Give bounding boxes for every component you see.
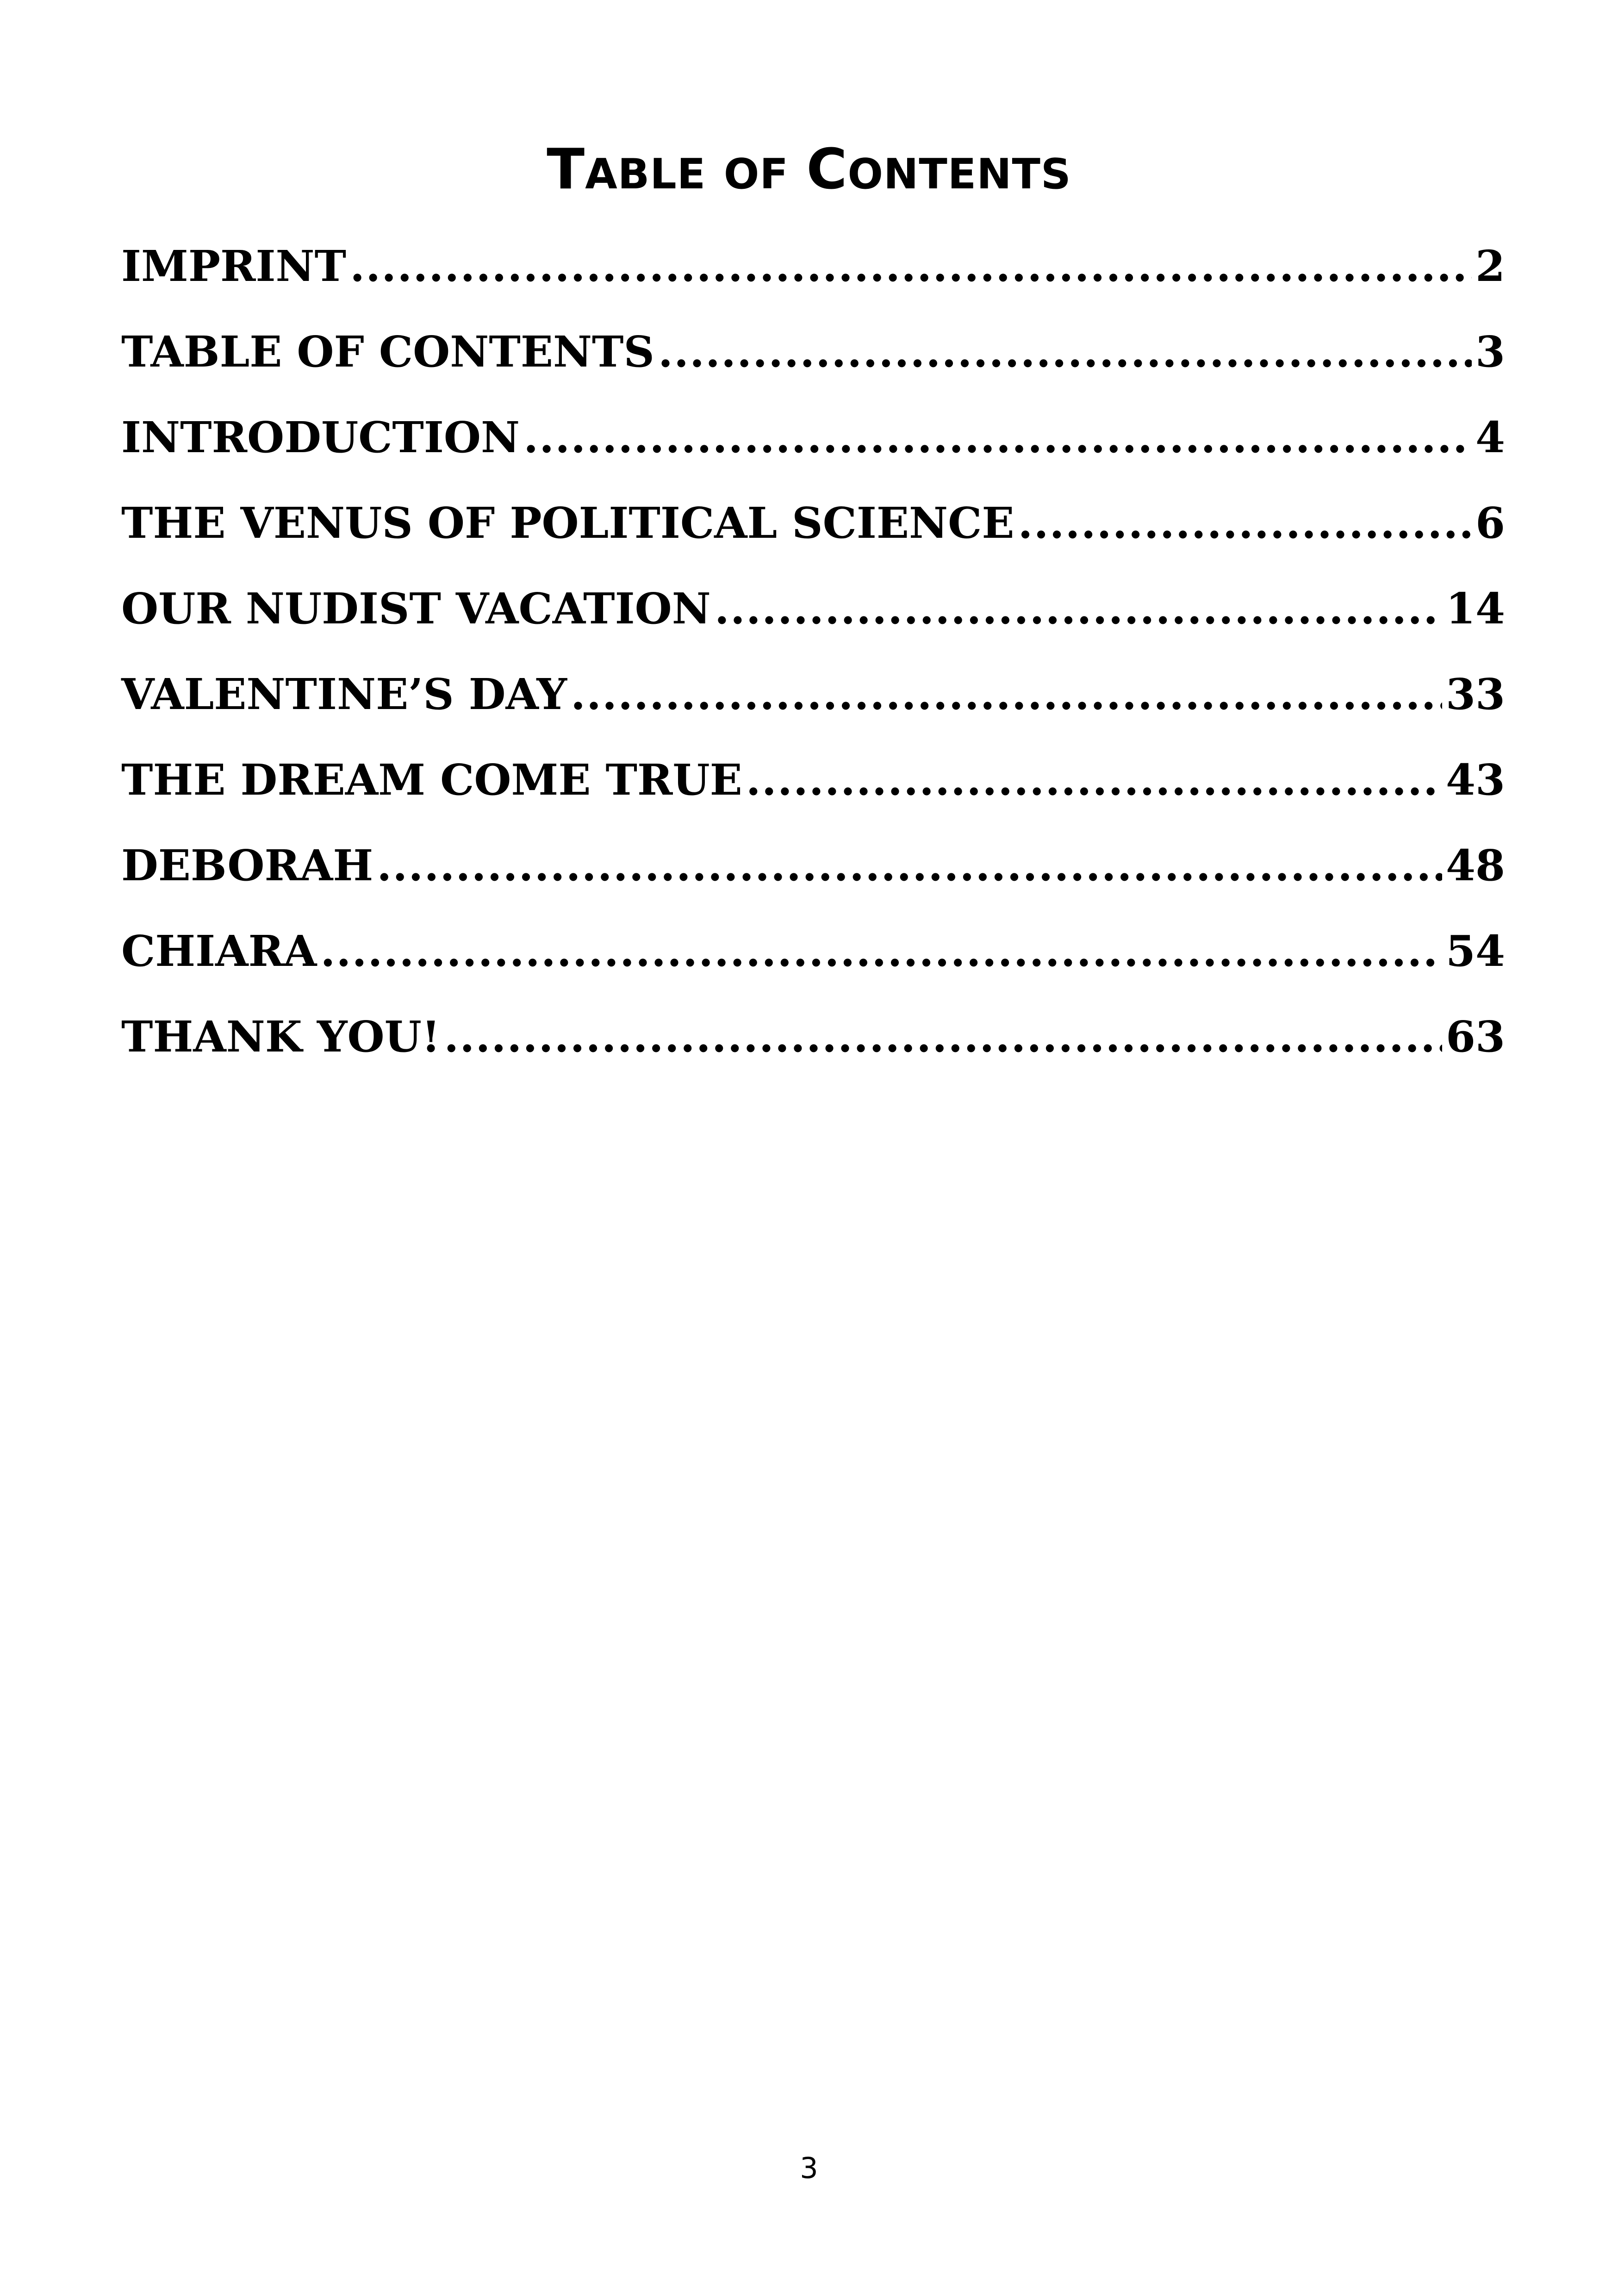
toc-entry-page: 33 <box>1445 669 1505 719</box>
toc-entry-imprint[interactable] <box>121 231 1505 317</box>
toc-entry-title: THANK YOU! <box>121 1012 441 1062</box>
table-of-contents-list <box>121 231 1505 1088</box>
toc-dot-leader <box>715 574 1442 643</box>
toc-dot-leader <box>658 317 1472 386</box>
toc-entry-introduction[interactable] <box>121 403 1505 488</box>
toc-entry-dream-come-true[interactable] <box>121 745 1505 831</box>
toc-entry-page: 6 <box>1475 498 1505 548</box>
toc-dot-leader <box>523 403 1472 472</box>
title-word-table-rest: ABLE <box>585 150 706 199</box>
title-initial-c: C <box>806 137 848 202</box>
toc-entry-chiara[interactable] <box>121 916 1505 1002</box>
page-number: 3 <box>800 2151 818 2185</box>
toc-entry-title: VALENTINE’S DAY <box>121 669 567 719</box>
toc-dot-leader <box>377 831 1442 900</box>
toc-entry-our-nudist-vacation[interactable] <box>121 574 1505 660</box>
toc-entry-title: IMPRINT <box>121 241 347 291</box>
toc-entry-page: 3 <box>1475 327 1505 377</box>
toc-entry-title: THE DREAM COME TRUE <box>121 755 742 805</box>
toc-entry-page: 63 <box>1445 1012 1505 1062</box>
toc-entry-page: 2 <box>1475 241 1505 291</box>
page-title <box>0 133 1618 212</box>
toc-dot-leader <box>350 231 1472 301</box>
toc-entry-deborah[interactable] <box>121 831 1505 916</box>
toc-entry-valentines-day[interactable] <box>121 660 1505 745</box>
toc-entry-page: 54 <box>1445 926 1505 976</box>
toc-entry-page: 4 <box>1475 412 1505 462</box>
toc-entry-title: CHIARA <box>121 926 317 976</box>
toc-entry-title: THE VENUS OF POLITICAL SCIENCE <box>121 498 1014 548</box>
toc-dot-leader <box>320 916 1442 986</box>
toc-entry-title: TABLE OF CONTENTS <box>121 327 654 377</box>
toc-entry-title: DEBORAH <box>121 840 373 890</box>
title-initial-t: T <box>547 137 585 202</box>
toc-dot-leader <box>746 745 1442 815</box>
toc-dot-leader <box>571 660 1442 729</box>
toc-entry-venus-of-political-science[interactable] <box>121 488 1505 574</box>
toc-entry-thank-you[interactable] <box>121 1002 1505 1088</box>
toc-dot-leader <box>1018 488 1472 558</box>
title-word-contents-rest: ONTENTS <box>847 150 1071 199</box>
toc-entry-title: INTRODUCTION <box>121 412 520 462</box>
toc-entry-page: 14 <box>1445 584 1505 634</box>
title-word-of: OF <box>723 150 789 199</box>
toc-dot-leader <box>444 1002 1442 1071</box>
toc-entry-table-of-contents[interactable] <box>121 317 1505 403</box>
toc-entry-title: OUR NUDIST VACATION <box>121 584 711 634</box>
toc-entry-page: 43 <box>1445 755 1505 805</box>
toc-entry-page: 48 <box>1445 840 1505 890</box>
